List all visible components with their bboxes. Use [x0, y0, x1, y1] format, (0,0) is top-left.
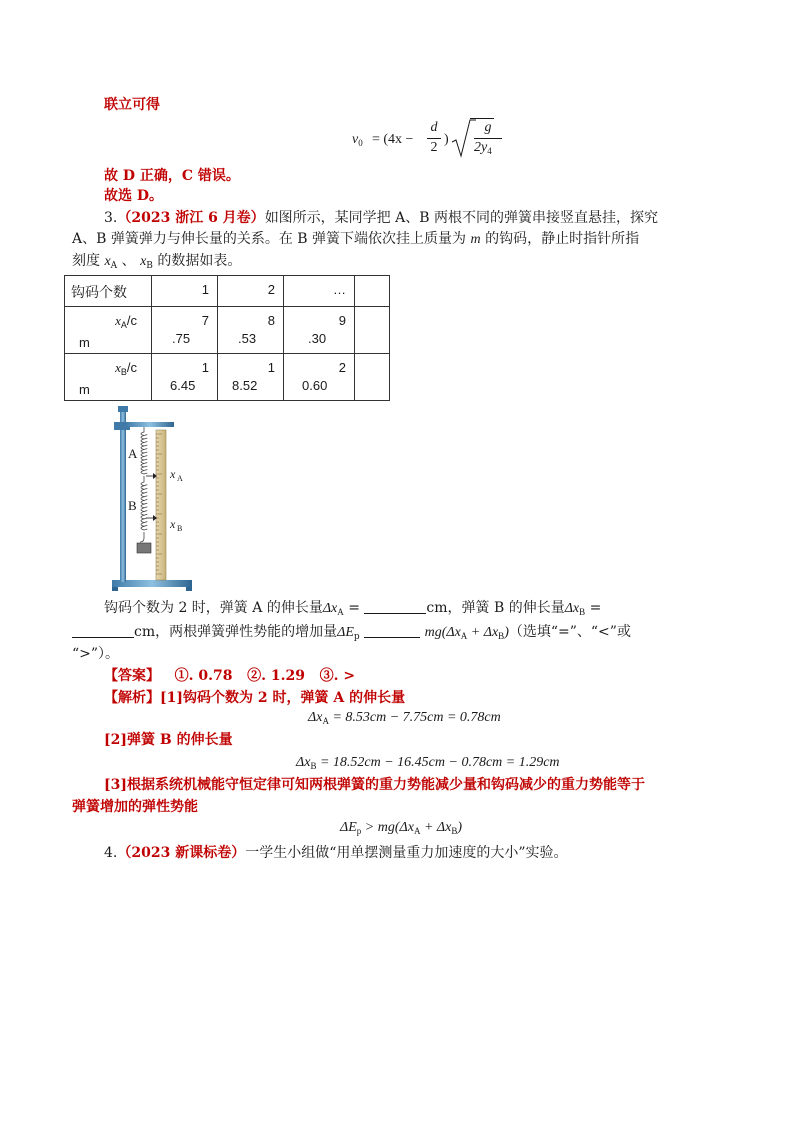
table-header-cell: 2	[218, 276, 284, 307]
blank-3[interactable]	[364, 623, 420, 638]
text-conclusion-1: 故 D 正确，C 错误。	[104, 168, 240, 184]
q3-line-2: A、B 弹簧弹力与伸长量的关系。在 B 弹簧下端依次挂上质量为 m 的钩码，静止时指针所指	[72, 231, 640, 247]
stand-pole	[120, 410, 126, 582]
table-cell: 7 .75	[152, 307, 218, 354]
table-header-cell: 钩码个数	[65, 276, 152, 307]
blank-2[interactable]	[72, 623, 134, 638]
blank-1[interactable]	[364, 599, 426, 614]
analysis-eq2: $\Delta x_B = 18.52cm - 16.45cm - 0.78cm = 1.29cm$	[296, 755, 560, 771]
stand-arm	[126, 422, 174, 427]
q3-line-1: 3.（2023 浙江 6 月卷）如图所示，某同学把 A、B 两根不同的弹簧串接竖直悬挂，探究	[104, 210, 658, 226]
q4-line: 4.（2023 新课标卷）一学生小组做“用单摆测量重力加速度的大小”实验。	[104, 845, 568, 861]
question-line-1: 钩码个数为 2 时，弹簧 A 的伸长量$\Delta x_A$ = cm，弹簧 B 的伸长量$\Delta x_B$ =	[104, 600, 602, 617]
table-cell: 1 8.52	[218, 354, 284, 401]
table-cell: 9 .30	[284, 307, 355, 354]
question-line-2: cm，两根弹簧弹性势能的增加量$\Delta E_p$ $mg(\Delta x_A + \Delta x_B)$（选填“=”、“<”或	[72, 622, 631, 647]
spring-apparatus-figure	[100, 404, 210, 594]
table-cell: 2 0.60	[284, 354, 355, 401]
spring-a	[141, 427, 147, 474]
figure-label-xa: x	[170, 467, 176, 481]
analysis-p3-l2: 弹簧增加的弹性势能	[72, 799, 198, 815]
text-conclusion-2: 故选 D。	[104, 188, 164, 204]
table-row	[65, 307, 390, 354]
q3-line-3: 刻度 $x_A$ 、 $x_B$ 的数据如表。	[72, 253, 242, 271]
analysis-eq3: $\Delta E_p > mg(\Delta x_A + \Delta x_B)$	[340, 820, 463, 836]
analysis-p3-l1: [3]根据系统机械能守恒定律可知两根弹簧的重力势能减少量和钩码减少的重力势能等于	[104, 777, 645, 793]
table-cell-label-b: $x_B/c$ m	[65, 354, 152, 401]
table-header-cell: 1	[152, 276, 218, 307]
data-table	[64, 275, 390, 401]
table-cell	[355, 354, 390, 401]
question-line-3: “>”）。	[72, 646, 120, 662]
figure-label-b: B	[128, 498, 137, 513]
table-cell: 8 .53	[218, 307, 284, 354]
analysis-eq1: $\Delta x_A = 8.53cm - 7.75cm = 0.78cm$	[308, 710, 501, 726]
table-header-cell: …	[284, 276, 355, 307]
text-lianli: 联立可得	[104, 97, 160, 113]
table-cell	[355, 307, 390, 354]
table-cell: 1 6.45	[152, 354, 218, 401]
figure-label-xb-sub: B	[177, 524, 183, 533]
answer-line: 【答案】 ①. 0.78 ②. 1.29 ③. >	[104, 668, 356, 684]
analysis-p1: 【解析】[1]钩码个数为 2 时，弹簧 A 的伸长量	[104, 690, 406, 706]
ruler	[156, 430, 166, 580]
table-row	[65, 354, 390, 401]
figure-label-xa-sub: A	[177, 474, 183, 483]
table-cell-label-a: $x_A/c$ m	[65, 307, 152, 354]
table-row	[65, 276, 390, 307]
figure-label-xb: x	[170, 517, 176, 531]
analysis-p2: [2]弹簧 B 的伸长量	[104, 732, 233, 748]
weight-block	[137, 543, 151, 553]
figure-label-a: A	[128, 446, 138, 461]
spring-b	[141, 476, 147, 530]
table-header-cell	[355, 276, 390, 307]
